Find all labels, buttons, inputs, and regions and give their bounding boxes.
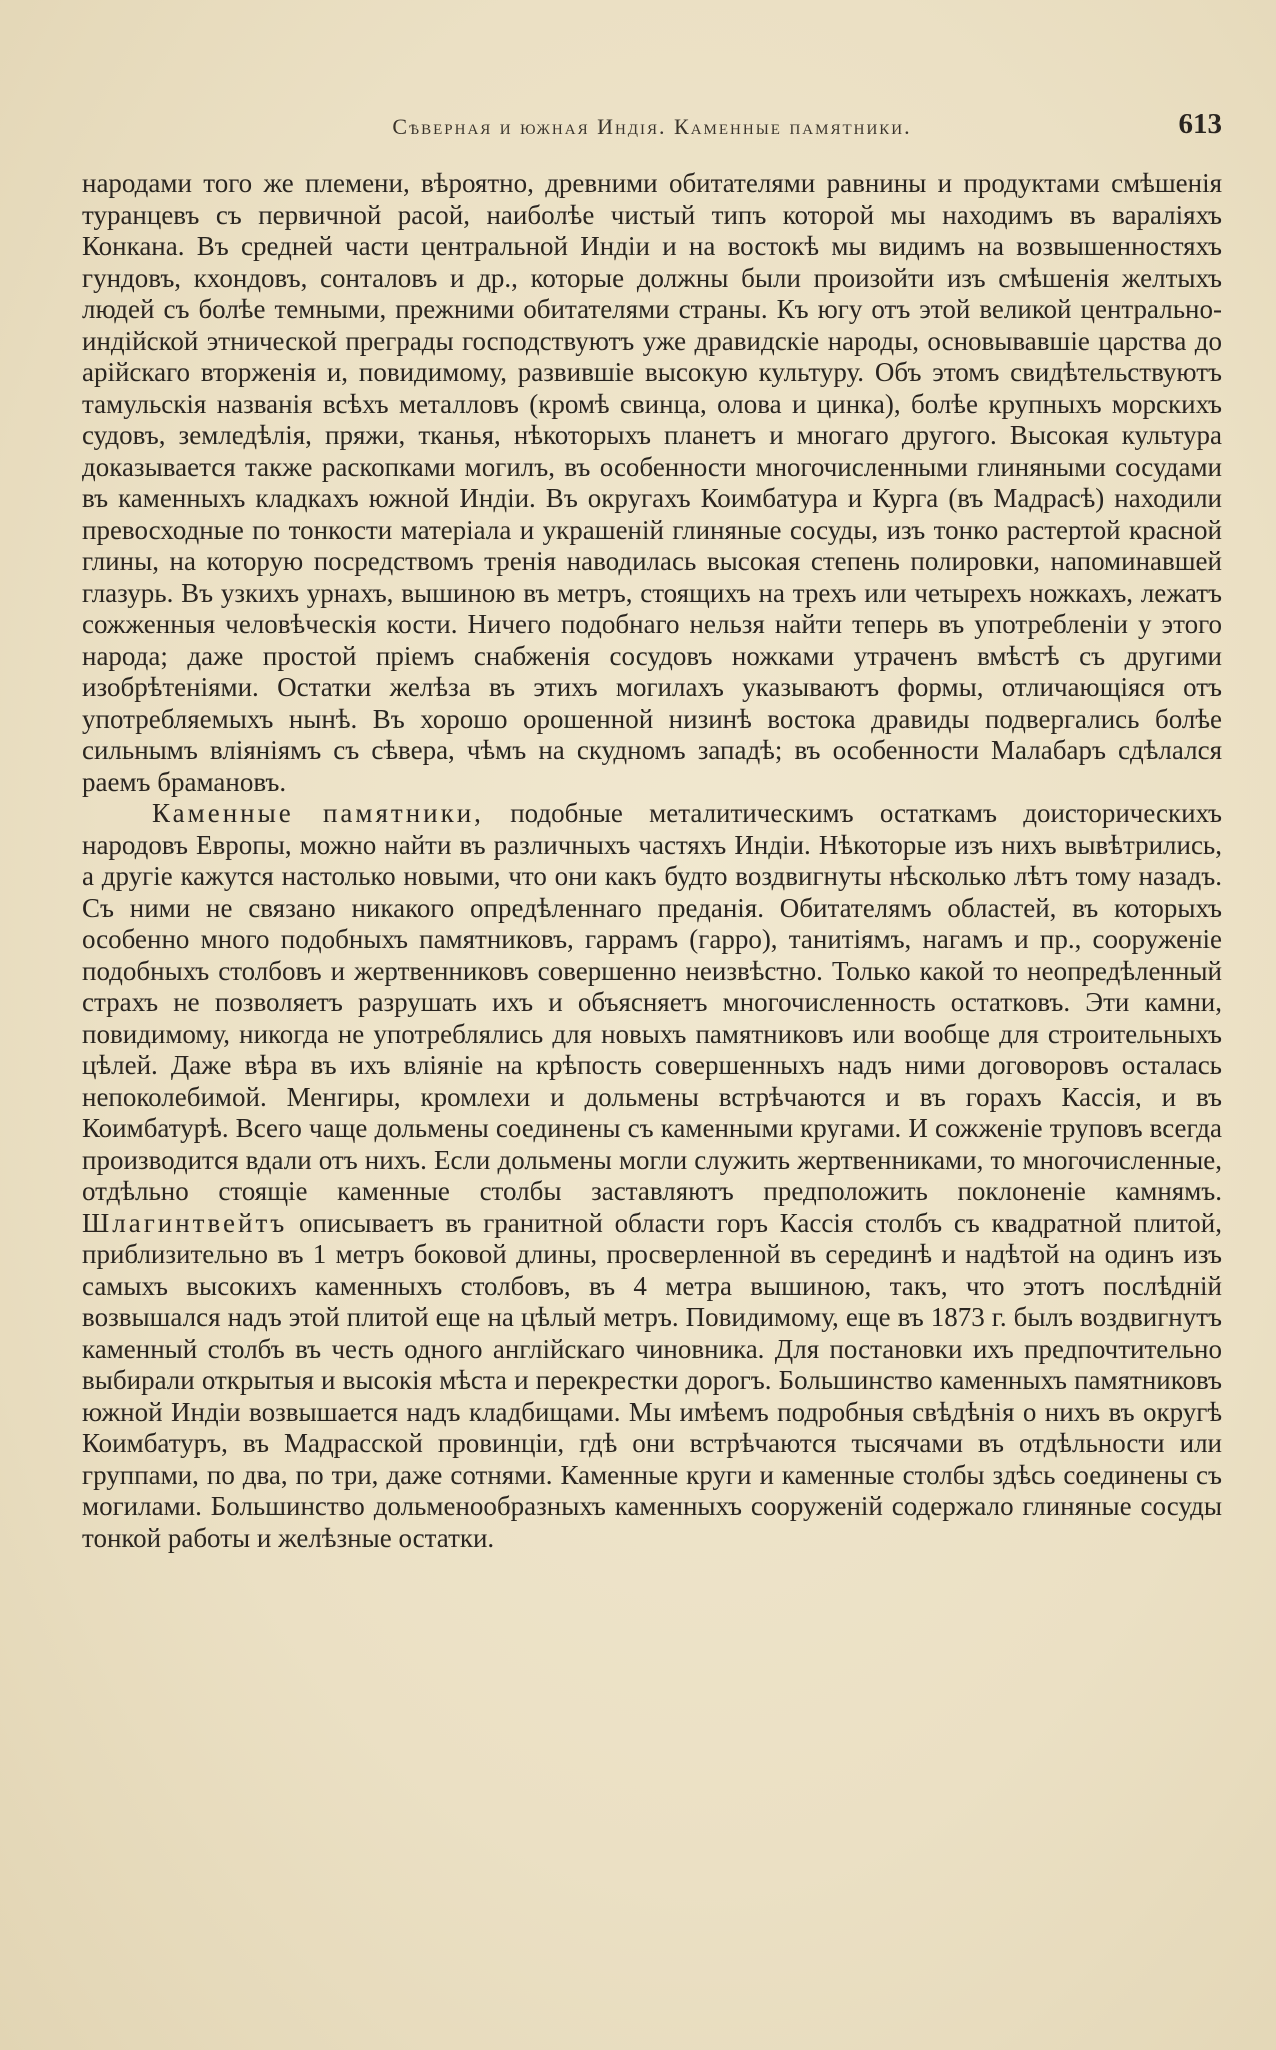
page-header [82, 108, 1222, 148]
running-title: Сѣверная и южная Индія. Каменные памятники. [392, 114, 912, 139]
paragraph-text: народами того же племени, вѣроятно, древними обитателями равнины и продуктами смѣшенія туранцевъ съ первичной расой, наиболѣе чистый типъ которой мы находимъ въ вараліяхъ Конкана. Въ средней части центральной Индіи и на востокѣ мы видимъ на возвышенностяхъ гундовъ, кхондовъ, сонталовъ и др., которые должны были произойти изъ смѣшенія желтыхъ людей съ болѣе темными, прежними обитателями страны. Къ югу отъ этой великой центрально-индійской этнической преграды господствуютъ уже дравидскіе народы, основывавшіе царства до арійскаго вторженія и, повидимому, развившіе высокую культуру. Объ этомъ свидѣтельствуютъ тамульскія названія всѣхъ металловъ (кромѣ свинца, олова и цинка), болѣе крупныхъ морскихъ судовъ, земледѣлія, пряжи, тканья, нѣкоторыхъ планетъ и многаго другого. Высокая культура доказывается также раскопками могилъ, въ особенности многочисленными глиняными сосудами въ каменныхъ кладкахъ южной Индіи. Въ округахъ Коимбатура и Курга (въ Мадрасѣ) находили превосходные по тонкости матеріала и украшеній глиняные сосуды, изъ тонко растертой красной глины, на которую посредствомъ тренія наводилась высокая степень полировки, напоминавшей глазурь. Въ узкихъ урнахъ, вышиною въ метръ, стоящихъ на трехъ или четырехъ ножкахъ, лежатъ сожженныя человѣческія кости. Ничего подобнаго нельзя найти теперь въ употребленіи у этого народа; даже простой пріемъ снабженія сосудовъ ножками утраченъ вмѣстѣ съ другими изобрѣтеніями. Остатки желѣза въ этихъ могилахъ указываютъ формы, отличающіяся отъ употребляемыхъ нынѣ. Въ хорошо орошенной низинѣ востока дравиды подвергались болѣе сильнымъ вліяніямъ съ сѣвера, чѣмъ на скудномъ западѣ; въ особенности Малабаръ сдѣлался раемъ брамановъ. [82, 168, 1222, 797]
paragraph-text: подобные металитическимъ остаткамъ доисторическихъ народовъ Европы, можно найти въ различныхъ частяхъ Индіи. Нѣкоторые изъ нихъ вывѣтрились, а другіе кажутся настолько новыми, что они какъ будто воздвигнуты нѣсколько лѣтъ тому назадъ. Съ ними не связано никакого опредѣленнаго преданія. Обитателямъ областей, въ которыхъ особенно много подобныхъ памятниковъ, гаррамъ (гарро), танитіямъ, нагамъ и пр., сооруженіе подобныхъ столбовъ и жертвенниковъ совершенно неизвѣстно. Только какой то неопредѣленный страхъ не позволяетъ разрушать ихъ и объясняетъ многочисленность остатковъ. Эти камни, повидимому, никогда не употреблялись для новыхъ памятниковъ или вообще для строительныхъ цѣлей. Даже вѣра въ ихъ вліяніе на крѣпость совершенныхъ надъ ними договоровъ осталась непоколебимой. Менгиры, кромлехи и дольмены встрѣчаются и въ горахъ Кассія, и въ Коимбатурѣ. Всего чаще дольмены соединены съ каменными кругами. И сожженіе труповъ всегда производится вдали отъ нихъ. Если дольмены могли служить жертвенниками, то многочисленные, отдѣльно стоящіе каменные столбы заставляютъ предположить поклоненіе камнямъ. [82, 798, 1222, 1206]
paragraph-lead: Каменные памятники, [152, 798, 484, 828]
paragraph-text: описываетъ въ гранитной области горъ Кассія столбъ съ квадратной плитой, приблизительно въ 1 метръ боковой длины, просверленной въ серединѣ и надѣтой на одинъ изъ самыхъ высокихъ каменныхъ столбовъ, въ 4 метра вышиною, такъ, что этотъ послѣдній возвышался надъ этой плитой еще на цѣлый метръ. Повидимому, еще въ 1873 г. былъ воздвигнутъ каменный столбъ въ честь одного англійскаго чиновника. Для постановки ихъ предпочтительно выбирали открытыя и высокія мѣста и перекрестки дорогъ. Большинство каменныхъ памятниковъ южной Индіи возвышается надъ кладбищами. Мы имѣемъ подробныя свѣдѣнія о нихъ въ округѣ Коимбатуръ, въ Мадрасской провинціи, гдѣ они встрѣчаются тысячами въ отдѣльности или группами, по два, по три, даже сотнями. Каменные круги и каменные столбы здѣсь соединены съ могилами. Большинство дольменообразныхъ каменныхъ сооруженій содержало глиняные сосуды тонкой работы и желѣзные остатки. [82, 1207, 1222, 1553]
paragraph-stone-monuments [82, 798, 1222, 1554]
body-text [82, 168, 1222, 1554]
page-number: 613 [1178, 108, 1222, 140]
paragraph-dravidians [82, 168, 1222, 798]
author-name: Шлагинтвейтъ [82, 1207, 288, 1238]
